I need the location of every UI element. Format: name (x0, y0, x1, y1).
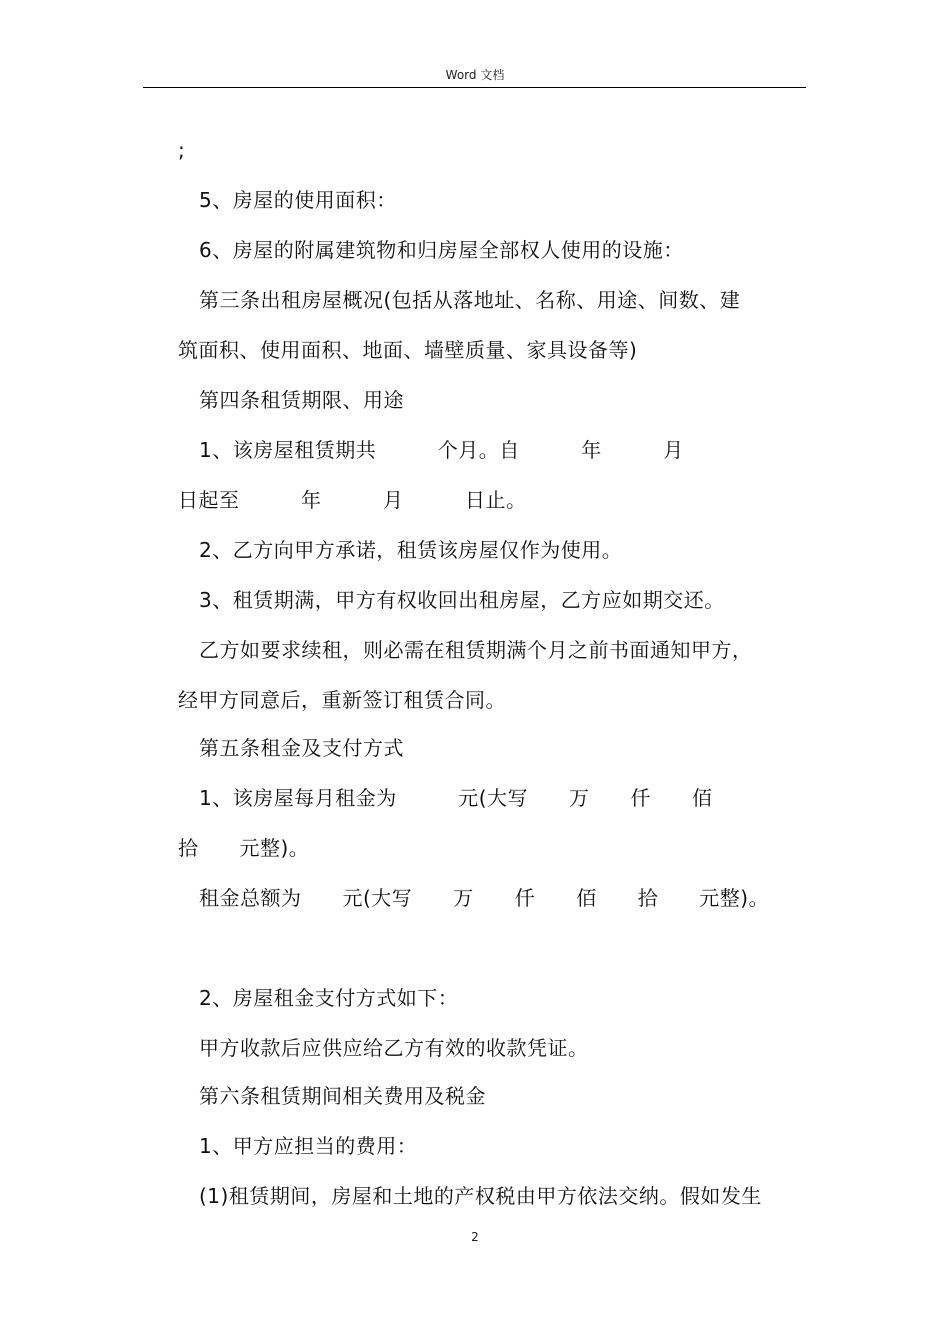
body-line: 拾 元整)。 (178, 836, 310, 860)
body-line: 3、租赁期满，甲方有权收回出租房屋，乙方应如期交还。 (199, 588, 725, 612)
header-divider (143, 87, 806, 88)
body-line: 2、房屋租金支付方式如下： (199, 986, 459, 1010)
body-line: (1)租赁期间，房屋和土地的产权税由甲方依法交纳。假如发生 (199, 1184, 762, 1208)
body-line: 经甲方同意后，重新签订租赁合同。 (178, 688, 506, 712)
body-line: 1、该房屋每月租金为 元(大写 万 仟 佰 (199, 786, 713, 810)
body-line: 2、乙方向甲方承诺，租赁该房屋仅作为使用。 (199, 538, 623, 562)
body-line: 甲方收款后应供应给乙方有效的收款凭证。 (199, 1036, 589, 1060)
body-line: 6、房屋的附属建筑物和归房屋全部权人使用的设施： (199, 238, 684, 262)
body-line: 租金总额为 元(大写 万 仟 佰 拾 元整)。 (199, 886, 770, 910)
body-line: 第六条租赁期间相关费用及税金 (199, 1084, 486, 1108)
page-number: 2 (471, 1230, 479, 1244)
body-line: 第四条租赁期限、用途 (199, 388, 404, 412)
body-line: 1、该房屋租赁期共 个月。自 年 月 (199, 438, 684, 462)
body-line: 第五条租金及支付方式 (199, 736, 404, 760)
body-line: 5、房屋的使用面积： (199, 188, 397, 212)
body-line: 日起至 年 月 日止。 (178, 488, 527, 512)
body-line: 乙方如要求续租，则必需在租赁期满个月之前书面通知甲方， (199, 638, 753, 662)
body-line: 第三条出租房屋概况(包括从落地址、名称、用途、间数、建 (199, 288, 741, 312)
body-line: 筑面积、使用面积、地面、墙壁质量、家具设备等) (178, 338, 638, 362)
body-line: 1、甲方应担当的费用： (199, 1134, 418, 1158)
page-header: Word 文档 (445, 68, 505, 82)
body-line: ; (178, 138, 186, 162)
